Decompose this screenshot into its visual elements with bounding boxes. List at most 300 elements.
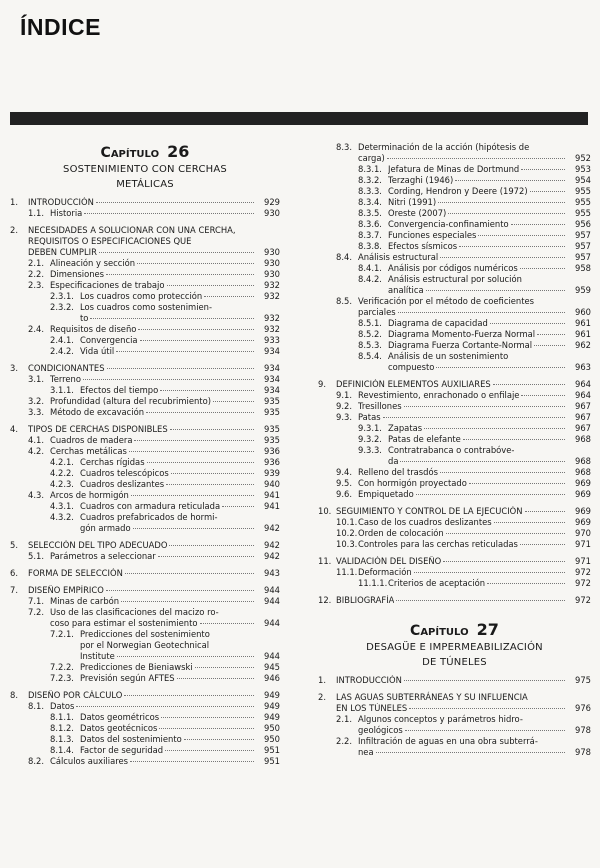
toc-entry-page: 955 xyxy=(575,197,591,207)
dot-leader xyxy=(106,590,254,591)
dot-leader xyxy=(459,246,565,247)
toc-entry-number: 8.3.7. xyxy=(358,230,382,240)
dot-leader xyxy=(525,511,565,512)
toc-entry xyxy=(10,291,280,302)
toc-right-column xyxy=(318,142,591,758)
toc-entry-title: Cuadros prefabricados de hormi- xyxy=(80,512,218,522)
toc-entry-title: Diagrama de capacidad xyxy=(388,318,488,328)
toc-entry-number: 8.3.4. xyxy=(358,197,382,207)
toc-entry xyxy=(10,501,280,512)
dot-leader xyxy=(520,268,565,269)
toc-entry-number: 8.3.3. xyxy=(358,186,382,196)
toc-entry-page: 949 xyxy=(264,701,280,711)
toc-entry-page: 943 xyxy=(264,568,280,578)
toc-entry-number: 2. xyxy=(318,692,326,702)
dot-leader xyxy=(125,573,254,574)
toc-entry-title: LAS AGUAS SUBTERRÁNEAS Y SU INFLUENCIA xyxy=(336,692,528,702)
toc-entry-title: Datos del sostenimiento xyxy=(80,734,182,744)
dot-leader xyxy=(440,472,565,473)
toc-entry xyxy=(318,423,591,434)
toc-entry xyxy=(318,379,591,390)
toc-entry-title: Efectos del tiempo xyxy=(80,385,159,395)
toc-entry-page: 969 xyxy=(575,517,591,527)
toc-entry xyxy=(318,252,591,263)
toc-entry xyxy=(318,539,591,550)
toc-entry-page: 942 xyxy=(264,551,280,561)
toc-entry-page: 962 xyxy=(575,340,591,350)
toc-entry-page: 959 xyxy=(575,285,591,295)
toc-entry-number: 1. xyxy=(318,675,326,685)
toc-entry xyxy=(318,595,591,606)
toc-entry-number: 8.1.3. xyxy=(50,734,74,744)
dot-leader xyxy=(448,213,565,214)
toc-entry-title: Cording, Hendron y Deere (1972) xyxy=(388,186,528,196)
toc-entry xyxy=(10,690,280,701)
toc-entry-number: 7. xyxy=(10,585,18,595)
toc-entry-number: 7.2.3. xyxy=(50,673,74,683)
toc-entry xyxy=(318,567,591,578)
toc-entry-page: 944 xyxy=(264,651,280,661)
toc-entry-title: Datos xyxy=(50,701,75,711)
toc-entry-title: Cuadros deslizantes xyxy=(80,479,165,489)
toc-entry-page: 969 xyxy=(575,506,591,516)
toc-entry-page: 932 xyxy=(264,280,280,290)
dot-leader xyxy=(129,451,254,452)
toc-entry-title: DISEÑO POR CÁLCULO xyxy=(28,690,123,700)
toc-entry-number: 11.1. xyxy=(336,567,358,577)
toc-entry-page: 949 xyxy=(264,712,280,722)
toc-entry-number: 2.4.1. xyxy=(50,335,74,345)
toc-entry-page: 935 xyxy=(264,396,280,406)
toc-entry xyxy=(10,734,280,745)
toc-entry xyxy=(10,225,280,258)
dot-leader xyxy=(521,169,565,170)
toc-entry-title: Vida útil xyxy=(80,346,115,356)
dot-leader xyxy=(436,367,565,368)
toc-entry-title: Parámetros a seleccionar xyxy=(50,551,156,561)
toc-entry-title: BIBLIOGRAFÍA xyxy=(336,595,395,605)
toc-entry xyxy=(10,479,280,490)
dot-leader xyxy=(398,312,565,313)
toc-entry-title: Zapatas xyxy=(388,423,423,433)
toc-entry-title: TIPOS DE CERCHAS DISPONIBLES xyxy=(28,424,168,434)
toc-entry-number: 1.1. xyxy=(28,208,44,218)
toc-entry-title: Minas de carbón xyxy=(50,596,120,606)
toc-entry xyxy=(10,346,280,357)
toc-entry-title: INTRODUCCIÓN xyxy=(336,675,402,685)
toc-entry-title: Datos geotécnicos xyxy=(80,723,158,733)
toc-entry xyxy=(318,467,591,478)
toc-entry xyxy=(318,478,591,489)
toc-entry-page: 971 xyxy=(575,556,591,566)
toc-entry-title: EN LOS TÚNELES xyxy=(336,703,408,713)
dot-leader xyxy=(416,494,565,495)
chapter-number: 26 xyxy=(167,142,190,161)
toc-entry-page: 930 xyxy=(264,258,280,268)
toc-entry-number: 9. xyxy=(318,379,326,389)
toc-entry-title: Funciones especiales xyxy=(388,230,477,240)
toc-entry-title: coso para estimar el sostenimiento xyxy=(50,618,198,628)
header-bar xyxy=(10,112,588,125)
toc-entry-title: Análisis estructural xyxy=(358,252,439,262)
dot-leader xyxy=(493,384,565,385)
toc-entry-title: Institute xyxy=(80,651,115,661)
toc-entry xyxy=(10,280,280,291)
dot-leader xyxy=(383,417,565,418)
dot-leader xyxy=(137,263,254,264)
toc-entry-number: 9.3.2. xyxy=(358,434,382,444)
dot-leader xyxy=(107,368,254,369)
dot-leader xyxy=(140,340,254,341)
toc-entry-number: 8.3.6. xyxy=(358,219,382,229)
dot-leader xyxy=(409,708,565,709)
toc-entry-title: DEFINICIÓN ELEMENTOS AUXILIARES xyxy=(336,379,491,389)
dot-leader xyxy=(396,600,565,601)
toc-entry-number: 8.1.2. xyxy=(50,723,74,733)
toc-entry-number: 8.5.2. xyxy=(358,329,382,339)
toc-entry-title: NECESIDADES A SOLUCIONAR CON UNA CERCHA, REQUISITOS O ESPECIFICACIONES QUE xyxy=(28,225,236,246)
toc-entry-page: 969 xyxy=(575,478,591,488)
dot-leader xyxy=(161,717,254,718)
dot-leader xyxy=(404,406,565,407)
toc-entry-number: 8.1.4. xyxy=(50,745,74,755)
toc-list xyxy=(318,675,591,758)
toc-entry-title: SELECCIÓN DEL TIPO ADECUADO xyxy=(28,540,168,550)
toc-entry-page: 967 xyxy=(575,423,591,433)
toc-entry-title: Patas xyxy=(358,412,381,422)
toc-entry-number: 2.1. xyxy=(28,258,44,268)
toc-entry-number: 9.1. xyxy=(336,390,352,400)
toc-entry-number: 7.1. xyxy=(28,596,44,606)
toc-entry-title: Terreno xyxy=(50,374,81,384)
toc-entry-page: 942 xyxy=(264,540,280,550)
dot-leader xyxy=(134,440,254,441)
toc-entry-number: 9.2. xyxy=(336,401,352,411)
dot-leader xyxy=(414,572,565,573)
toc-entry xyxy=(10,512,280,534)
toc-entry-title: Orden de colocación xyxy=(358,528,444,538)
toc-entry xyxy=(10,208,280,219)
toc-entry-number: 9.3.3. xyxy=(358,445,382,455)
toc-entry-page: 964 xyxy=(575,390,591,400)
chapter-label: Capítulo xyxy=(410,623,469,639)
toc-entry-page: 933 xyxy=(264,335,280,345)
toc-entry xyxy=(10,756,280,767)
toc-entry xyxy=(318,556,591,567)
toc-entry-page: 945 xyxy=(264,662,280,672)
toc-entry-page: 969 xyxy=(575,489,591,499)
dot-leader xyxy=(520,544,565,545)
dot-leader xyxy=(84,213,254,214)
toc-entry xyxy=(10,490,280,501)
toc-entry-title: compuesto xyxy=(388,362,435,372)
toc-entry-number: 2.2. xyxy=(28,269,44,279)
toc-entry-title: Tresillones xyxy=(358,401,402,411)
dot-leader xyxy=(404,680,565,681)
toc-entry xyxy=(10,629,280,662)
toc-entry xyxy=(318,274,591,296)
toc-entry-page: 968 xyxy=(575,456,591,466)
toc-entry-number: 8.4. xyxy=(336,252,352,262)
toc-entry xyxy=(10,396,280,407)
toc-entry-page: 972 xyxy=(575,567,591,577)
dot-leader xyxy=(83,379,254,380)
toc-entry-number: 2.4. xyxy=(28,324,44,334)
dot-leader xyxy=(195,667,254,668)
toc-entry-page: 942 xyxy=(264,523,280,533)
toc-entry-title: Los cuadros como sostenimien- xyxy=(80,302,212,312)
toc-entry-page: 950 xyxy=(264,734,280,744)
toc-entry xyxy=(318,164,591,175)
toc-entry-title: Caso de los cuadros deslizantes xyxy=(358,517,492,527)
dot-leader xyxy=(405,730,565,731)
toc-entry-title: Oreste (2007) xyxy=(388,208,447,218)
toc-entry-page: 978 xyxy=(575,747,591,757)
dot-leader xyxy=(537,334,565,335)
toc-entry-title: Método de excavación xyxy=(50,407,145,417)
toc-entry-page: 946 xyxy=(264,673,280,683)
toc-entry xyxy=(318,412,591,423)
dot-leader xyxy=(443,561,565,562)
dot-leader xyxy=(160,390,254,391)
toc-entry-page: 944 xyxy=(264,585,280,595)
toc-entry-page: 936 xyxy=(264,457,280,467)
dot-leader xyxy=(167,285,255,286)
toc-entry-page: 944 xyxy=(264,596,280,606)
dot-leader xyxy=(90,318,254,319)
toc-entry-page: 932 xyxy=(264,324,280,334)
toc-entry-title: Diagrama Fuerza Cortante-Normal xyxy=(388,340,533,350)
toc-entry-page: 952 xyxy=(575,153,591,163)
toc-entry-title: Algunos conceptos y parámetros hidro- xyxy=(358,714,523,724)
dot-leader xyxy=(521,395,565,396)
toc-entry-number: 8.4.2. xyxy=(358,274,382,284)
toc-entry-page: 967 xyxy=(575,401,591,411)
toc-entry xyxy=(10,745,280,756)
toc-entry-page: 951 xyxy=(264,745,280,755)
toc-entry xyxy=(10,712,280,723)
toc-entry xyxy=(10,374,280,385)
toc-entry xyxy=(318,208,591,219)
dot-leader xyxy=(455,180,565,181)
toc-entry-page: 955 xyxy=(575,186,591,196)
toc-entry xyxy=(10,673,280,684)
toc-entry-number: 2.3.2. xyxy=(50,302,74,312)
dot-leader xyxy=(76,706,254,707)
toc-entry-page: 934 xyxy=(264,374,280,384)
toc-list xyxy=(10,197,280,767)
toc-entry-number: 4. xyxy=(10,424,18,434)
toc-entry-title: parciales xyxy=(358,307,396,317)
toc-entry-page: 972 xyxy=(575,578,591,588)
toc-entry-title: Uso de las clasificaciones del macizo ro- xyxy=(50,607,219,617)
toc-entry-title: Cerchas metálicas xyxy=(50,446,127,456)
chapter-label: Capítulo xyxy=(100,145,160,161)
toc-entry-page: 972 xyxy=(575,595,591,605)
dot-leader xyxy=(171,473,254,474)
toc-entry-number: 10.1. xyxy=(336,517,358,527)
dot-leader xyxy=(169,545,254,546)
dot-leader xyxy=(530,191,565,192)
chapter-27-heading xyxy=(318,620,591,669)
toc-entry-page: 935 xyxy=(264,424,280,434)
toc-entry-title: Diagrama Momento-Fuerza Normal xyxy=(388,329,536,339)
toc-entry-title: Análisis estructural por solución xyxy=(388,274,522,284)
toc-entry-title: Especificaciones de trabajo xyxy=(50,280,165,290)
toc-entry xyxy=(318,186,591,197)
toc-entry-title: Jefatura de Minas de Dortmund xyxy=(388,164,520,174)
toc-entry-title: Deformación xyxy=(358,567,412,577)
chapter-title-line: METÁLICAS xyxy=(116,179,174,190)
toc-entry xyxy=(318,241,591,252)
toc-entry-number: 7.2.1. xyxy=(50,629,74,639)
toc-entry xyxy=(318,445,591,467)
toc-entry-number: 3.2. xyxy=(28,396,44,406)
toc-entry-title: INTRODUCCIÓN xyxy=(28,197,94,207)
dot-leader xyxy=(131,495,254,496)
toc-entry-title: SEGUIMIENTO Y CONTROL DE LA EJECUCIÓN xyxy=(336,506,523,516)
toc-entry-page: 934 xyxy=(264,346,280,356)
toc-entry-title: Dimensiones xyxy=(50,269,105,279)
toc-entry-title: to xyxy=(80,313,89,323)
toc-entry-page: 968 xyxy=(575,467,591,477)
dot-leader xyxy=(511,224,565,225)
toc-entry-number: 8.5. xyxy=(336,296,352,306)
toc-entry-number: 8. xyxy=(10,690,18,700)
toc-entry-number: 4.2.2. xyxy=(50,468,74,478)
dot-leader xyxy=(158,556,254,557)
toc-entry-page: 957 xyxy=(575,252,591,262)
toc-entry-number: 4.3. xyxy=(28,490,44,500)
toc-entry-title: DEBEN CUMPLIR xyxy=(28,247,97,257)
toc-entry-title: Cuadros telescópicos xyxy=(80,468,169,478)
toc-entry xyxy=(318,578,591,589)
toc-entry xyxy=(318,142,591,164)
dot-leader xyxy=(165,750,254,751)
toc-entry xyxy=(10,596,280,607)
toc-entry-title: Convergencia xyxy=(80,335,138,345)
toc-entry-page: 970 xyxy=(575,528,591,538)
toc-entry-title: Contratrabanca o contrabóve- xyxy=(388,445,515,455)
toc-entry xyxy=(318,219,591,230)
toc-entry-number: 8.1.1. xyxy=(50,712,74,722)
dot-leader xyxy=(184,739,254,740)
toc-entry xyxy=(318,401,591,412)
dot-leader xyxy=(438,202,565,203)
toc-entry-number: 8.2. xyxy=(28,756,44,766)
toc-entry-page: 976 xyxy=(575,703,591,713)
toc-entry xyxy=(10,723,280,734)
toc-entry-number: 4.2.3. xyxy=(50,479,74,489)
toc-entry xyxy=(10,363,280,374)
dot-leader xyxy=(166,484,254,485)
toc-entry-number: 9.5. xyxy=(336,478,352,488)
toc-entry-page: 958 xyxy=(575,263,591,273)
dot-leader xyxy=(400,461,565,462)
toc-entry xyxy=(10,568,280,579)
toc-entry-title: Revestimiento, enrachonado o enfilaje xyxy=(358,390,520,400)
toc-list xyxy=(318,142,591,606)
toc-entry-title: por el Norwegian Geotechnical xyxy=(80,640,210,650)
toc-entry-page: 934 xyxy=(264,385,280,395)
toc-entry-page: 940 xyxy=(264,479,280,489)
dot-leader xyxy=(159,728,254,729)
toc-entry-title: Efectos sísmicos xyxy=(388,241,458,251)
dot-leader xyxy=(200,623,254,624)
toc-entry-title: Análisis por códigos numéricos xyxy=(388,263,518,273)
toc-entry-page: 932 xyxy=(264,313,280,323)
toc-entry-number: 8.5.1. xyxy=(358,318,382,328)
toc-entry-page: 954 xyxy=(575,175,591,185)
toc-entry-title: VALIDACIÓN DEL DISEÑO xyxy=(336,556,442,566)
toc-entry xyxy=(10,468,280,479)
toc-entry-number: 4.3.1. xyxy=(50,501,74,511)
dot-leader xyxy=(494,522,565,523)
toc-entry xyxy=(10,335,280,346)
dot-leader xyxy=(469,483,565,484)
toc-entry-number: 7.2.2. xyxy=(50,662,74,672)
dot-leader xyxy=(204,296,254,297)
toc-entry-number: 4.1. xyxy=(28,435,44,445)
toc-entry xyxy=(318,692,591,714)
toc-entry-page: 941 xyxy=(264,501,280,511)
toc-entry-number: 2.2. xyxy=(336,736,352,746)
toc-entry-number: 4.3.2. xyxy=(50,512,74,522)
toc-entry-title: carga) xyxy=(358,153,385,163)
toc-entry-page: 939 xyxy=(264,468,280,478)
toc-entry-title: FORMA DE SELECCIÓN xyxy=(28,568,123,578)
toc-entry-number: 8.4.1. xyxy=(358,263,382,273)
dot-leader xyxy=(426,290,565,291)
dot-leader xyxy=(138,329,254,330)
toc-entry-title: Infiltración de aguas en una obra subterrá- xyxy=(358,736,538,746)
toc-entry-page: 963 xyxy=(575,362,591,372)
chapter-title-line: DE TÚNELES xyxy=(422,657,487,668)
dot-leader xyxy=(222,506,254,507)
toc-entry-number: 2.3.1. xyxy=(50,291,74,301)
toc-entry-title: Arcos de hormigón xyxy=(50,490,129,500)
toc-entry-page: 930 xyxy=(264,269,280,279)
toc-entry-page: 978 xyxy=(575,725,591,735)
toc-entry-page: 950 xyxy=(264,723,280,733)
dot-leader xyxy=(170,429,254,430)
dot-leader xyxy=(387,158,565,159)
toc-entry-number: 9.4. xyxy=(336,467,352,477)
toc-entry xyxy=(318,390,591,401)
toc-entry-title: Cerchas rígidas xyxy=(80,457,145,467)
toc-entry xyxy=(318,296,591,318)
toc-entry-title: Determinación de la acción (hipótesis de xyxy=(358,142,530,152)
toc-entry-title: Convergencia-confinamiento xyxy=(388,219,509,229)
toc-entry-title: DISEÑO EMPÍRICO xyxy=(28,585,104,595)
chapter-26-heading xyxy=(10,142,280,191)
toc-left-column xyxy=(10,142,280,767)
toc-entry xyxy=(10,302,280,324)
toc-entry-page: 951 xyxy=(264,756,280,766)
toc-entry-title: Terzaghi (1946) xyxy=(388,175,454,185)
toc-entry-page: 935 xyxy=(264,407,280,417)
toc-entry-number: 12. xyxy=(318,595,332,605)
toc-entry xyxy=(318,434,591,445)
toc-entry-title: Criterios de aceptación xyxy=(388,578,486,588)
toc-entry-title: Relleno del trasdós xyxy=(358,467,438,477)
toc-entry-number: 10. xyxy=(318,506,332,516)
toc-entry xyxy=(318,263,591,274)
toc-entry xyxy=(318,230,591,241)
toc-entry xyxy=(318,517,591,528)
toc-entry xyxy=(10,269,280,280)
page-title: ÍNDICE xyxy=(20,14,101,40)
